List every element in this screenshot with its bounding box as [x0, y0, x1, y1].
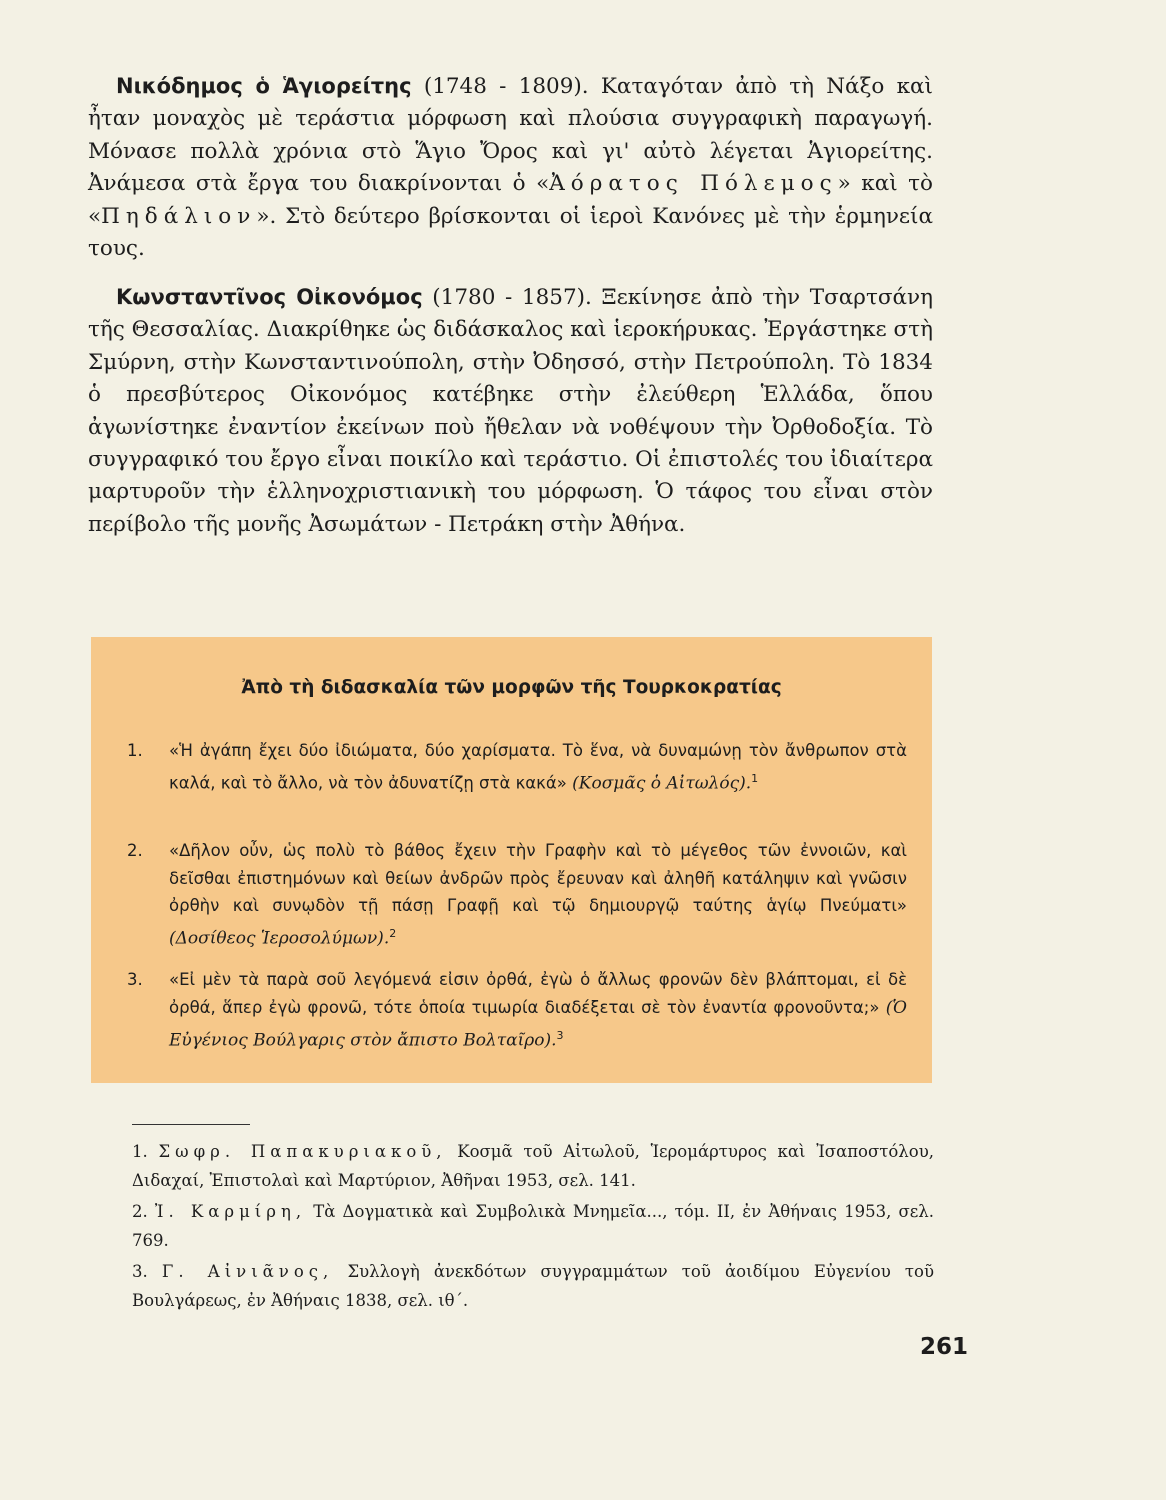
footnote-author: Γ. Αἰνιᾶνος, — [161, 1262, 334, 1281]
quotes-box — [91, 637, 932, 1083]
footnote-text: Κοσμᾶ τοῦ Αἰτωλοῦ, Ἱερομάρτυρος καὶ Ἰσαποστόλου, Διδαχαί, Ἐπιστολαὶ καὶ Μαρτύριον, Ἀθῆναι 1953, σελ. 141. — [132, 1142, 934, 1190]
quote-source: (Ὁ Εὐγένιος Βούλγαρις στὸν ἄπιστο Βολταῖρο). — [169, 997, 908, 1051]
bio-text: Ξεκίνησε ἀπὸ τὴν Τσαρτσάνη τῆς Θεσσαλίας. Διακρίθηκε ὡς διδάσκαλος καὶ ἱεροκήρυκας. Ἐργάστηκε στὴ Σμύρνη, στὴν Κωνσταντινούπολη, στὴν Ὀδησσό, στὴν Πετρούπολη. Τὸ 1834 ὁ πρεσβύτερος Οἰκονόμος κατέβηκε στὴν ἐλεύθερη Ἑλλάδα, ὅπου ἀγωνίστηκε ἐναντίον ἐκείνων ποὺ ἤθελαν νὰ νοθέψουν τὴν Ὀρθοδοξία. Τὸ συγγραφικό του ἔργο εἶναι ποικίλο καὶ τεράστιο. Οἱ ἐπιστολές του ἰδιαίτερα μαρτυροῦν τὴν ἑλληνοχριστιανικὴ του μόρφωση. Ὁ τάφος του εἶναι στὸν περίβολο τῆς μονῆς Ἀσωμάτων - Πετράκη στὴν Ἀθήνα. — [88, 285, 933, 537]
quote-item — [127, 737, 907, 798]
page-number: 261 — [920, 1334, 969, 1360]
footnote-ref: 3 — [556, 1029, 564, 1042]
bio-text: Καταγόταν ἀπὸ τὴ Νάξο καὶ ἦταν μοναχὸς μὲ τεράστια μόρφωση καὶ πλούσια συγγραφικὴ παραγωγή. Μόνασε πολλὰ χρόνια στὸ Ἅγιο Ὄρος καὶ γι' αὐτὸ λέγεται Ἁγιορείτης. Ἀνάμεσα στὰ ἔργα του διακρίνονται ὁ « — [88, 74, 933, 197]
footnote-text: Συλλογὴ ἀνεκδότων συγγραμμάτων τοῦ ἀοιδίμου Εὐγενίου τοῦ Βουλγάρεως, ἐν Ἀθήναις 1838, σελ. ιθ΄. — [132, 1262, 935, 1310]
quote-item — [127, 966, 907, 1055]
quote-text: «Ἡ ἀγάπη ἔχει δύο ἰδιώματα, δύο χαρίσματα. Τὸ ἕνα, νὰ δυναμώνῃ τὸν ἄνθρωπον στὰ καλά, καὶ τὸ ἄλλο, νὰ τὸν ἀδυνατίζῃ στὰ κακά» — [169, 741, 907, 792]
quote-number: 1. — [127, 741, 143, 760]
footnote-number: 2. — [132, 1202, 148, 1221]
footnote-divider — [132, 1124, 250, 1125]
quotes-box-title: Ἀπὸ τὴ διδασκαλία τῶν μορφῶν τῆς Τουρκοκρατίας — [241, 677, 782, 698]
quote-item — [127, 837, 907, 953]
bio-text: ». Στὸ δεύτερο βρίσκονται οἱ ἱεροὶ Κανόνες μὲ τὴν ἑρμηνεία τους. — [88, 203, 933, 262]
footnote — [132, 1198, 934, 1255]
life-dates: (1780 - 1857). — [432, 285, 592, 310]
person-name: Κωνσταντῖνος Οἰκονόμος — [116, 285, 423, 309]
quote-source: (Κοσμᾶς ὁ Αἰτωλός). — [572, 773, 752, 793]
quote-number: 3. — [127, 970, 143, 989]
quote-text: «Δῆλον οὖν, ὡς πολὺ τὸ βάθος ἔχειν τὴν Γραφὴν καὶ τὸ μέγεθος τῶν ἐννοιῶν, καὶ δεῖσθαι ἐπιστημόνων καὶ θείων ἀνδρῶν πρὸς ἔρευναν καὶ ἀληθῆ κατάληψιν καὶ γνῶσιν ὀρθὴν καὶ συνῳδὸν τῇ πάσῃ Γραφῇ καὶ τῷ δημιουργῷ ταύτης ἁγίῳ Πνεύματι» — [169, 841, 907, 915]
footnote — [132, 1138, 934, 1195]
footnote-text: Τὰ Δογματικὰ καὶ Συμβολικὰ Μνημεῖα..., τόμ. ΙΙ, ἐν Ἀθήναις 1953, σελ. 769. — [132, 1202, 934, 1250]
footnote-number: 1. — [132, 1142, 148, 1161]
biography-oikonomos — [88, 281, 933, 541]
person-name: Νικόδημος ὁ Ἁγιορείτης — [116, 74, 412, 98]
footnote-author: Ἰ. Καρμίρη, — [154, 1202, 307, 1221]
quote-number: 2. — [127, 841, 143, 860]
work-title: Πηδάλιον — [101, 203, 257, 229]
footnote-ref: 1 — [751, 771, 759, 785]
life-dates: (1748 - 1809). — [423, 74, 589, 99]
footnote-author: Σωφρ. Παπακυριακοῦ, — [158, 1142, 447, 1161]
quote-text: «Εἰ μὲν τὰ παρὰ σοῦ λεγόμενά εἰσιν ὀρθά, ἐγὼ ὁ ἄλλως φρονῶν δὲν βλάπτομαι, εἰ δὲ ὀρθά, ἅπερ ἐγὼ φρονῶ, τότε ὁποία τιμωρία διαδέξεται σὲ τὸν ἐναντία φρονοῦντα;» — [169, 970, 907, 1017]
biography-nikodimos — [88, 70, 933, 265]
work-title: Ἀόρατος Πόλεμος — [549, 171, 838, 197]
footnote — [132, 1258, 934, 1315]
bio-text: » καὶ τὸ « — [88, 171, 933, 229]
footnote-ref: 2 — [389, 926, 397, 940]
quote-source: (Δοσίθεος Ἱεροσολύμων). — [169, 928, 390, 948]
footnote-number: 3. — [132, 1262, 148, 1281]
